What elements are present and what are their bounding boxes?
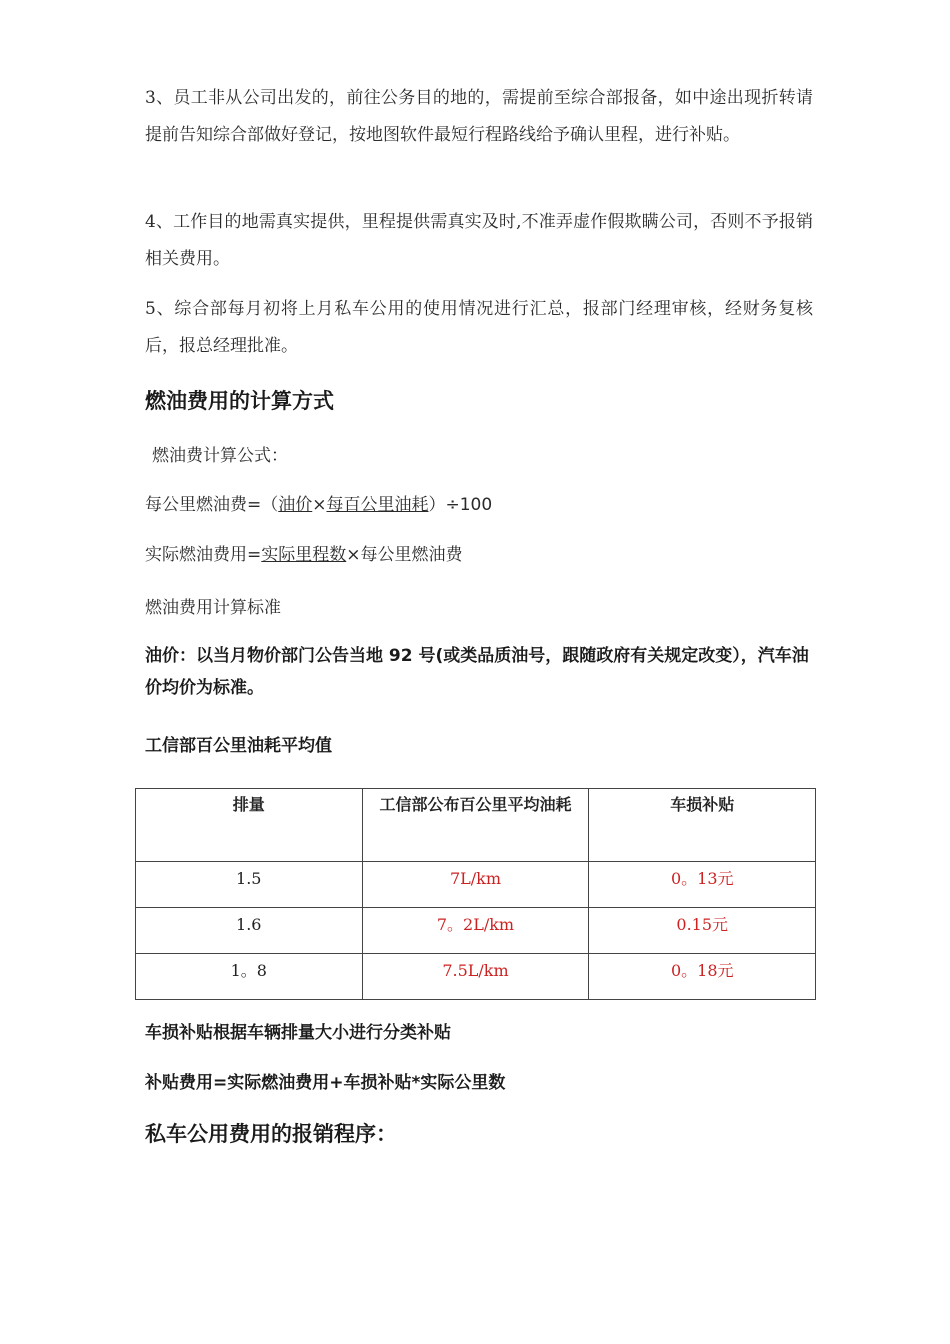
cell-subsidy: 0。13元	[589, 862, 816, 908]
paragraph-3: 3、员工非从公司出发的，前往公务目的地的，需提前至综合部报备，如中途出现折转请提前告知综合部做好登记，按地图软件最短行程路线给予确认里程，进行补贴。	[145, 88, 813, 145]
cell-displacement: 1.5	[136, 862, 363, 908]
fuel-consumption-table	[135, 788, 816, 1000]
formula-label: 燃油费计算公式：	[152, 446, 288, 466]
formula-per-km-suffix: ）÷100	[428, 495, 493, 515]
formula-per-km-prefix: 每公里燃油费=（	[145, 495, 279, 515]
table-row	[136, 862, 816, 908]
cell-consumption: 7.5L/km	[362, 954, 589, 1000]
cell-subsidy: 0.15元	[589, 908, 816, 954]
cell-subsidy: 0。18元	[589, 954, 816, 1000]
section-heading-reimbursement: 私车公用费用的报销程序：	[145, 1122, 397, 1146]
table-header-row	[136, 789, 816, 862]
formula-term-consumption: 每百公里油耗	[326, 495, 429, 515]
paragraph-4: 4、工作目的地需真实提供，里程提供需真实及时,不准弄虚作假欺瞒公司，否则不予报销相关费用。	[145, 212, 813, 269]
cell-consumption: 7。2L/km	[362, 908, 589, 954]
cell-displacement: 1.6	[136, 908, 363, 954]
formula-actual-suffix: ×每公里燃油费	[346, 545, 463, 565]
formula-times: ×	[312, 495, 327, 515]
formula-per-km	[145, 490, 492, 515]
formula-term-actual-mileage: 实际里程数	[261, 545, 347, 565]
table-row	[136, 908, 816, 954]
subsidy-formula: 补贴费用=实际燃油费用+车损补贴*实际公里数	[145, 1073, 506, 1093]
subsidy-rule: 车损补贴根据车辆排量大小进行分类补贴	[145, 1023, 451, 1043]
oil-price-note: 油价：以当月物价部门公告当地 92 号(或类品质油号，跟随政府有关规定改变），汽车油价均价为标准。	[145, 646, 809, 698]
section-heading-fuel-cost: 燃油费用的计算方式	[145, 389, 334, 413]
formula-actual-prefix: 实际燃油费用=	[145, 545, 262, 565]
standard-label: 燃油费用计算标准	[145, 598, 281, 618]
header-consumption	[362, 789, 589, 862]
paragraph-5: 5、综合部每月初将上月私车公用的使用情况进行汇总，报部门经理审核，经财务复核后，报总经理批准。	[145, 299, 813, 356]
cell-displacement: 1。8	[136, 954, 363, 1000]
formula-actual-fuel	[145, 540, 463, 565]
formula-term-oil-price: 油价	[278, 495, 313, 515]
header-consumption-label: 工信部公布百公里平均油耗	[379, 795, 572, 814]
table-caption: 工信部百公里油耗平均值	[145, 736, 332, 756]
header-displacement: 排量	[136, 789, 363, 862]
cell-consumption: 7L/km	[362, 862, 589, 908]
header-subsidy: 车损补贴	[589, 789, 816, 862]
table-row	[136, 954, 816, 1000]
